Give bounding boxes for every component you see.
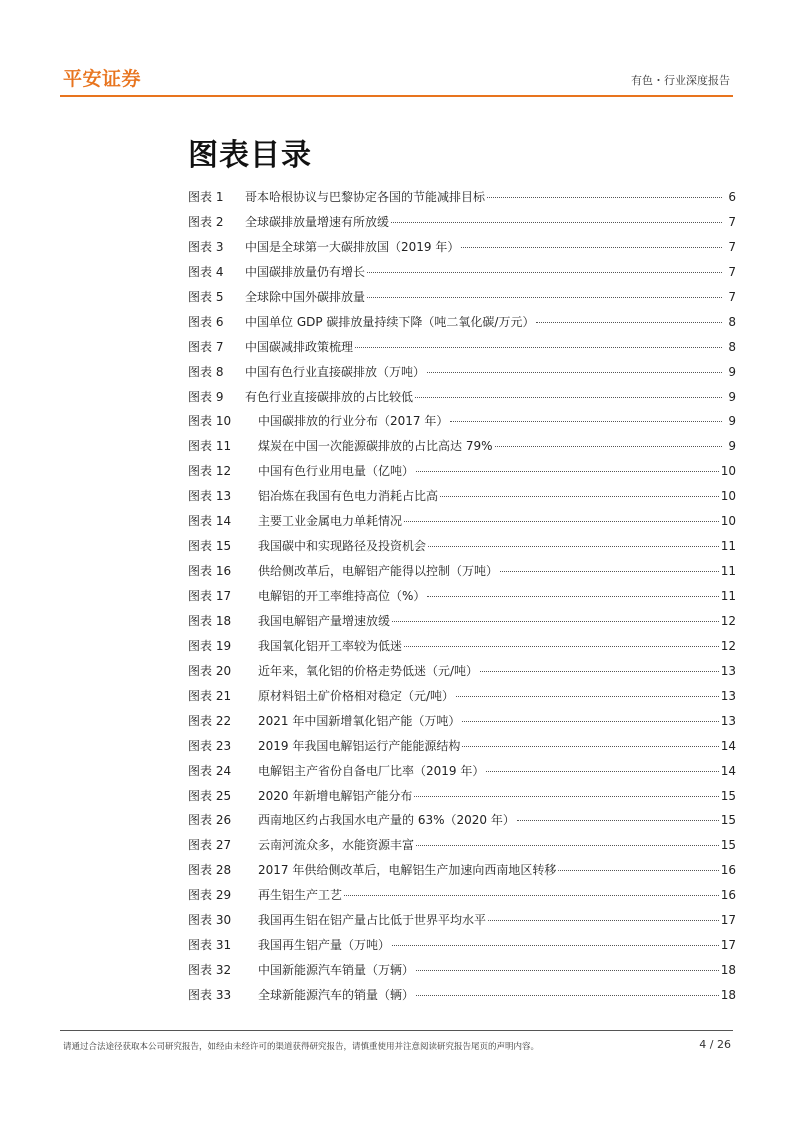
toc-entry-title: 电解铝的开工率维持高位（%） bbox=[258, 589, 426, 603]
toc-entry[interactable] bbox=[188, 363, 736, 388]
toc-entry-title: 2020 年新增电解铝产能分布 bbox=[258, 788, 413, 803]
toc-entry-label: 图表 6 bbox=[188, 314, 224, 329]
toc-entry-title: 我国电解铝产量增速放缓 bbox=[258, 613, 391, 628]
toc-entry-page: 9 bbox=[728, 389, 736, 404]
toc-entry-leader bbox=[392, 945, 719, 946]
footer-divider bbox=[60, 1030, 733, 1031]
toc-entry-page: 10 bbox=[720, 489, 736, 504]
toc-entry-title: 铝冶炼在我国有色电力消耗占比高 bbox=[258, 489, 439, 504]
toc-entry-title: 再生铝生产工艺 bbox=[258, 888, 343, 903]
toc-entry-page: 17 bbox=[720, 913, 736, 928]
toc-entry-leader bbox=[517, 820, 719, 821]
toc-entry-page: 16 bbox=[720, 888, 736, 903]
toc-entry[interactable] bbox=[188, 612, 736, 637]
toc-entry-leader bbox=[486, 771, 718, 772]
toc-entry[interactable] bbox=[188, 737, 736, 762]
toc-entry-leader bbox=[344, 895, 719, 896]
toc-entry-leader bbox=[416, 995, 719, 996]
toc-entry-page: 16 bbox=[720, 863, 736, 878]
toc-entry-title: 2019 年我国电解铝运行产能能源结构 bbox=[258, 738, 461, 753]
toc-entry-leader bbox=[416, 845, 719, 846]
toc-entry-page: 7 bbox=[728, 214, 736, 229]
toc-entry-label: 图表 2 bbox=[188, 214, 224, 229]
toc-entry-leader bbox=[462, 721, 718, 722]
toc-entry-leader bbox=[392, 621, 719, 622]
toc-entry-leader bbox=[456, 696, 719, 697]
toc-entry-leader bbox=[404, 521, 719, 522]
toc-entry[interactable] bbox=[188, 537, 736, 562]
toc-entry[interactable] bbox=[188, 238, 736, 263]
toc-entry-title: 有色行业直接碳排放的占比较低 bbox=[245, 389, 414, 404]
toc-entry[interactable] bbox=[188, 462, 736, 487]
toc-entry-leader bbox=[450, 421, 722, 422]
toc-entry-leader bbox=[367, 272, 722, 273]
toc-entry-page: 10 bbox=[720, 464, 736, 479]
toc-entry-title: 全球碳排放量增速有所放缓 bbox=[245, 214, 390, 229]
toc-entry-leader bbox=[427, 372, 722, 373]
toc-entry-label: 图表 28 bbox=[188, 863, 232, 878]
toc-entry[interactable] bbox=[188, 313, 736, 338]
toc-entry-label: 图表 29 bbox=[188, 888, 232, 903]
toc-entry-label: 图表 5 bbox=[188, 289, 224, 304]
toc-entry[interactable] bbox=[188, 886, 736, 911]
toc-entry-title: 我国再生铝产量（万吨） bbox=[258, 938, 391, 953]
toc-entry-leader bbox=[416, 970, 719, 971]
toc-entry-label: 图表 12 bbox=[188, 464, 232, 479]
toc-entry[interactable] bbox=[188, 288, 736, 313]
toc-entry-page: 12 bbox=[720, 638, 736, 653]
toc-entry-title: 西南地区约占我国水电产量的 63%（2020 年） bbox=[258, 813, 515, 828]
toc-entry-leader bbox=[462, 746, 718, 747]
toc-entry[interactable] bbox=[188, 961, 736, 986]
toc-entry-label: 图表 7 bbox=[188, 339, 224, 354]
toc-entry-label: 图表 33 bbox=[188, 988, 232, 1002]
toc-entry-title: 中国是全球第一大碳排放国（2019 年） bbox=[245, 239, 460, 254]
toc-entry[interactable] bbox=[188, 188, 736, 213]
toc-entry-page: 13 bbox=[720, 713, 736, 728]
toc-entry-title: 2021 年中国新增氧化铝产能（万吨） bbox=[258, 713, 461, 728]
toc-entry-leader bbox=[391, 222, 722, 223]
toc-entry-label: 图表 11 bbox=[188, 439, 232, 454]
toc-entry-leader bbox=[487, 197, 722, 198]
toc-entry[interactable] bbox=[188, 437, 736, 462]
toc-entry-label: 图表 15 bbox=[188, 539, 232, 554]
toc-entry-label: 图表 31 bbox=[188, 938, 232, 953]
toc-entry-label: 图表 16 bbox=[188, 564, 232, 579]
toc-entry-page: 7 bbox=[728, 289, 736, 304]
toc-entry-page: 14 bbox=[720, 763, 736, 778]
toc-entry-page: 13 bbox=[720, 688, 736, 703]
toc-entry-label: 图表 25 bbox=[188, 788, 232, 803]
page-number: 4 / 26 bbox=[699, 1038, 731, 1051]
toc-entry-label: 图表 1 bbox=[188, 190, 224, 204]
report-section: 有色・行业深度报告 bbox=[631, 74, 730, 87]
toc-entry-label: 图表 23 bbox=[188, 738, 232, 753]
toc-entry-label: 图表 13 bbox=[188, 489, 232, 504]
toc-entry[interactable] bbox=[188, 587, 736, 612]
toc-entry-leader bbox=[480, 671, 719, 672]
toc-entry[interactable] bbox=[188, 836, 736, 861]
toc-entry-page: 15 bbox=[720, 838, 736, 853]
toc-entry-page: 7 bbox=[728, 239, 736, 254]
toc-entry-title: 中国有色行业直接碳排放（万吨） bbox=[245, 364, 426, 379]
toc-entry-title: 全球新能源汽车的销量（辆） bbox=[258, 988, 415, 1002]
toc-entry-label: 图表 24 bbox=[188, 763, 232, 778]
toc-entry-page: 9 bbox=[728, 364, 736, 379]
toc-entry-label: 图表 26 bbox=[188, 813, 232, 828]
toc-entry-title: 中国有色行业用电量（亿吨） bbox=[258, 464, 415, 479]
header-divider bbox=[60, 95, 733, 97]
toc-entry-title: 我国碳中和实现路径及投资机会 bbox=[258, 539, 427, 554]
toc-entry-title: 近年来，氧化铝的价格走势低迷（元/吨） bbox=[258, 663, 479, 678]
toc-entry[interactable] bbox=[188, 213, 736, 238]
toc-entry-label: 图表 4 bbox=[188, 264, 224, 279]
toc-entry-leader bbox=[558, 870, 718, 871]
toc-entry[interactable] bbox=[188, 712, 736, 737]
toc-entry-title: 中国碳排放的行业分布（2017 年） bbox=[258, 414, 449, 429]
toc-entry-label: 图表 14 bbox=[188, 514, 232, 529]
toc-entry-page: 18 bbox=[720, 963, 736, 978]
toc-entry-leader bbox=[500, 571, 719, 572]
toc-entry-label: 图表 20 bbox=[188, 663, 232, 678]
toc-entry-leader bbox=[488, 920, 719, 921]
toc-entry-title: 电解铝主产省份自备电厂比率（2019 年） bbox=[258, 763, 485, 778]
toc-entry-leader bbox=[428, 546, 719, 547]
toc-entry-page: 11 bbox=[720, 589, 736, 603]
toc-entry-page: 8 bbox=[728, 339, 736, 354]
toc-entry-title: 中国碳排放量仍有增长 bbox=[245, 264, 366, 279]
toc-entry-leader bbox=[414, 796, 718, 797]
toc-entry-title: 原材料铝土矿价格相对稳定（元/吨） bbox=[258, 688, 455, 703]
toc-entry-label: 图表 10 bbox=[188, 414, 232, 429]
toc-entry-page: 15 bbox=[720, 813, 736, 828]
toc-entry-label: 图表 3 bbox=[188, 239, 224, 254]
toc-entry[interactable] bbox=[188, 861, 736, 886]
toc-entry-page: 6 bbox=[728, 190, 736, 204]
page-title: 图表目录 bbox=[188, 138, 312, 173]
toc-entry-page: 9 bbox=[728, 414, 736, 429]
toc-entry-title: 全球除中国外碳排放量 bbox=[245, 289, 366, 304]
toc-entry[interactable] bbox=[188, 787, 736, 812]
toc-entry[interactable] bbox=[188, 911, 736, 936]
toc-entry-label: 图表 27 bbox=[188, 838, 232, 853]
toc-entry-label: 图表 21 bbox=[188, 688, 232, 703]
toc-entry[interactable] bbox=[188, 986, 736, 1011]
toc-entry-title: 我国氧化铝开工率较为低迷 bbox=[258, 638, 403, 653]
toc-entry-page: 18 bbox=[720, 988, 736, 1002]
footer-disclaimer: 请通过合法途径获取本公司研究报告，如经由未经许可的渠道获得研究报告，请慎重使用并注意阅读研究报告尾页的声明内容。 bbox=[63, 1042, 540, 1052]
toc-entry-leader bbox=[367, 297, 722, 298]
toc-entry-label: 图表 9 bbox=[188, 389, 224, 404]
toc-entry-title: 中国碳减排政策梳理 bbox=[245, 339, 354, 354]
toc-entry[interactable] bbox=[188, 512, 736, 537]
toc-entry-title: 哥本哈根协议与巴黎协定各国的节能减排目标 bbox=[245, 190, 486, 204]
toc-entry-leader bbox=[440, 496, 719, 497]
toc-entry[interactable] bbox=[188, 662, 736, 687]
toc-entry-leader bbox=[355, 347, 722, 348]
toc-entry-page: 17 bbox=[720, 938, 736, 953]
toc-entry-title: 2017 年供给侧改革后，电解铝生产加速向西南地区转移 bbox=[258, 863, 557, 878]
toc-entry-title: 中国单位 GDP 碳排放量持续下降（吨二氧化碳/万元） bbox=[245, 314, 535, 329]
toc-entry[interactable] bbox=[188, 388, 736, 413]
toc-entry[interactable] bbox=[188, 487, 736, 512]
toc-entry[interactable] bbox=[188, 562, 736, 587]
figure-toc-list bbox=[188, 188, 736, 1011]
toc-entry-label: 图表 8 bbox=[188, 364, 224, 379]
toc-entry-page: 15 bbox=[720, 788, 736, 803]
toc-entry-title: 煤炭在中国一次能源碳排放的占比高达 79% bbox=[258, 439, 493, 454]
toc-entry-page: 14 bbox=[720, 738, 736, 753]
toc-entry-leader bbox=[415, 397, 722, 398]
toc-entry-page: 11 bbox=[720, 564, 736, 579]
toc-entry[interactable] bbox=[188, 637, 736, 662]
toc-entry-label: 图表 18 bbox=[188, 613, 232, 628]
toc-entry-leader bbox=[404, 646, 719, 647]
toc-entry-page: 10 bbox=[720, 514, 736, 529]
toc-entry-page: 13 bbox=[720, 663, 736, 678]
toc-entry[interactable] bbox=[188, 263, 736, 288]
toc-entry-page: 9 bbox=[728, 439, 736, 454]
toc-entry-title: 我国再生铝在铝产量占比低于世界平均水平 bbox=[258, 913, 487, 928]
toc-entry[interactable] bbox=[188, 811, 736, 836]
toc-entry-leader bbox=[536, 322, 722, 323]
toc-entry[interactable] bbox=[188, 412, 736, 437]
toc-entry-page: 8 bbox=[728, 314, 736, 329]
toc-entry-label: 图表 17 bbox=[188, 589, 232, 603]
toc-entry-title: 供给侧改革后，电解铝产能得以控制（万吨） bbox=[258, 564, 499, 579]
toc-entry-title: 主要工业金属电力单耗情况 bbox=[258, 514, 403, 529]
toc-entry[interactable] bbox=[188, 687, 736, 712]
toc-entry-leader bbox=[416, 471, 719, 472]
toc-entry-page: 12 bbox=[720, 613, 736, 628]
toc-entry-page: 11 bbox=[720, 539, 736, 554]
toc-entry-label: 图表 22 bbox=[188, 713, 232, 728]
toc-entry-page: 7 bbox=[728, 264, 736, 279]
toc-entry-label: 图表 19 bbox=[188, 638, 232, 653]
toc-entry-leader bbox=[461, 247, 722, 248]
toc-entry-label: 图表 30 bbox=[188, 913, 232, 928]
toc-entry-leader bbox=[427, 596, 718, 597]
toc-entry[interactable] bbox=[188, 338, 736, 363]
toc-entry[interactable] bbox=[188, 762, 736, 787]
toc-entry[interactable] bbox=[188, 936, 736, 961]
toc-entry-leader bbox=[495, 446, 723, 447]
brand-logo: 平安证券 bbox=[63, 68, 142, 90]
toc-entry-label: 图表 32 bbox=[188, 963, 232, 978]
toc-entry-title: 云南河流众多，水能资源丰富 bbox=[258, 838, 415, 853]
toc-entry-title: 中国新能源汽车销量（万辆） bbox=[258, 963, 415, 978]
